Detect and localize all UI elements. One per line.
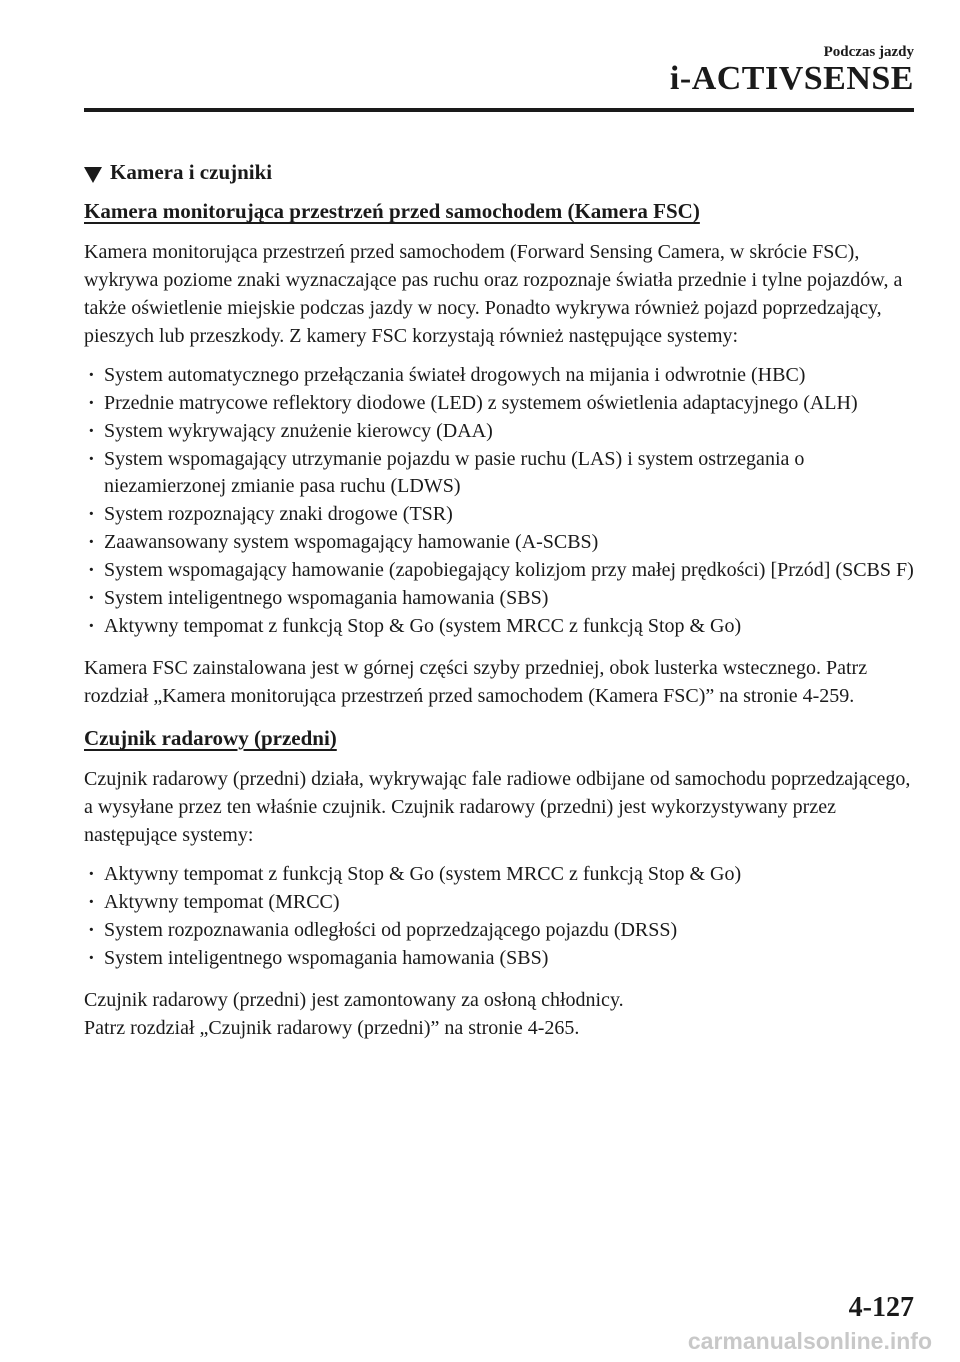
header-section-label: Podczas jazdy <box>823 44 914 60</box>
list-item: · System rozpoznający znaki drogowe (TSR) <box>84 501 914 528</box>
radar-systems-list <box>84 861 914 972</box>
page-number: 4-127 <box>848 1292 914 1323</box>
fsc-outro-paragraph: Kamera FSC zainstalowana jest w górnej części szyby przedniej, obok lusterka wstecznego. Patrz rozdział „Kamera monitorująca przestrzeń przed samochodem (Kamera FSC)” na stronie 4-259. <box>84 657 868 707</box>
list-item: · System inteligentnego wspomagania hamowania (SBS) <box>84 945 914 972</box>
radar-intro-paragraph: Czujnik radarowy (przedni) działa, wykrywając fale radiowe odbijane od samochodu poprzedzającego, a wysyłane przez ten właśnie czujnik. Czujnik radarowy (przedni) jest wykorzystywany przez następujące systemy: <box>84 768 911 846</box>
page-content <box>84 160 914 1042</box>
fsc-systems-list <box>84 362 914 640</box>
list-item: · Przednie matrycowe reflektory diodowe (LED) z systemem oświetlenia adaptacyjnego (ALH) <box>84 390 914 417</box>
header-rule <box>84 108 914 112</box>
watermark-text: carmanualsonline.info <box>687 1328 932 1354</box>
list-item: · System wspomagający utrzymanie pojazdu w pasie ruchu (LAS) i system ostrzegania o niezamierzonej zmianie pasa ruchu (LDWS) <box>84 446 914 500</box>
radar-outro-paragraph <box>84 986 914 1042</box>
list-item: · System wspomagający hamowanie (zapobiegający kolizjom przy małej prędkości) [Przód] (SCBS F) <box>84 557 914 584</box>
list-item: · Aktywny tempomat z funkcją Stop & Go (system MRCC z funkcją Stop & Go) <box>84 613 914 640</box>
radar-section-title: Czujnik radarowy (przedni) <box>84 726 337 750</box>
list-item: · Aktywny tempomat (MRCC) <box>84 889 914 916</box>
subheading <box>84 160 914 185</box>
header-chapter-title: i-ACTIVSENSE <box>669 60 914 97</box>
list-item: · System inteligentnego wspomagania hamowania (SBS) <box>84 585 914 612</box>
fsc-section-title: Kamera monitorująca przestrzeń przed samochodem (Kamera FSC) <box>84 199 700 223</box>
subheading-text: Kamera i czujniki <box>110 160 273 184</box>
fsc-intro-paragraph: Kamera monitorująca przestrzeń przed samochodem (Forward Sensing Camera, w skrócie FSC), wykrywa poziome znaki wyznaczające pas ruchu oraz rozpoznaje światła przednie i tylne pojazdów, a także oświetlenie miejskie podczas jazdy w nocy. Ponadto wykrywa również pojazd poprzedzający, pieszych lub przeszkody. Z kamery FSC korzystają również następujące systemy: <box>84 241 903 347</box>
list-item: · System automatycznego przełączania świateł drogowych na mijania i odwrotnie (HBC) <box>84 362 914 389</box>
list-item: · System wykrywający znużenie kierowcy (DAA) <box>84 418 914 445</box>
radar-outro-line-1: Czujnik radarowy (przedni) jest zamontowany za osłoną chłodnicy. <box>84 989 624 1011</box>
list-item: · Zaawansowany system wspomagający hamowanie (A-SCBS) <box>84 529 914 556</box>
list-item: · Aktywny tempomat z funkcją Stop & Go (system MRCC z funkcją Stop & Go) <box>84 861 914 888</box>
list-item: · System rozpoznawania odległości od poprzedzającego pojazdu (DRSS) <box>84 917 914 944</box>
radar-outro-line-2: Patrz rozdział „Czujnik radarowy (przedni)” na stronie 4-265. <box>84 1017 580 1039</box>
triangle-down-icon <box>84 167 102 183</box>
